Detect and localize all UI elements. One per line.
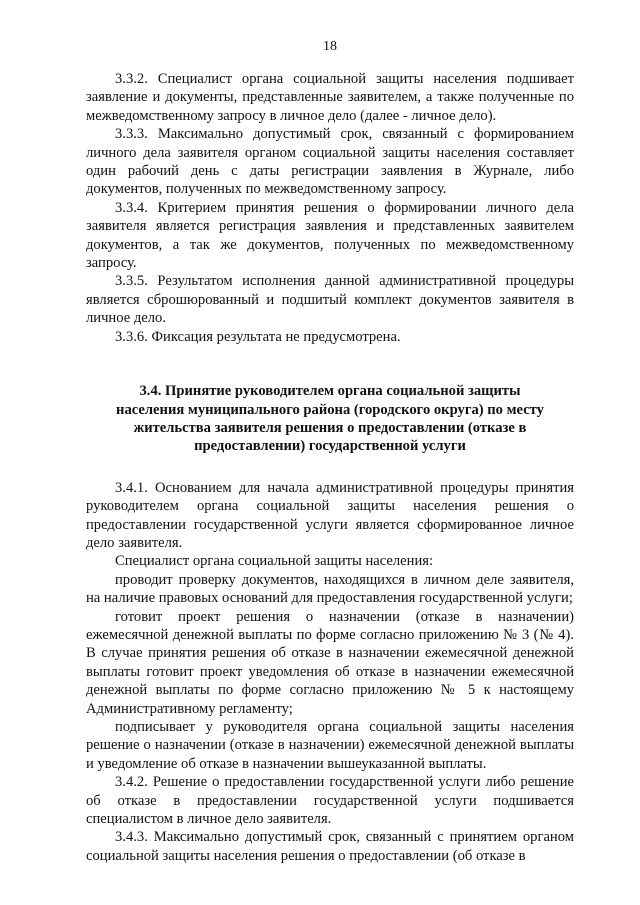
section-spacer	[86, 346, 574, 382]
paragraph-specialist-intro: Специалист органа социальной защиты населения:	[115, 553, 434, 570]
paragraph-3-4-2: 3.4.2. Решение о предоставлении государственной услуги либо решение об отказе в предоставлении государственной услуги подшивается специалистом в личное дело заявителя.	[86, 774, 574, 828]
paragraph-prepare-decision: готовит проект решения о назначении (отказе в назначении) ежемесячной денежной выплаты по форме согласно приложению № 3 (№ 4). В случае принятия решения об отказе в назначении ежемесячной денежной выплаты готовит проект уведомления об отказе в назначении ежемесячной денежной выплаты по форме согласно приложению № 5 к настоящему Административному регламенту;	[86, 608, 574, 717]
paragraph-3-3-5: 3.3.5. Результатом исполнения данной административной процедуры является сброшюрованный и подшитый комплект документов заявителя в личное дело.	[86, 273, 574, 327]
paragraph-3-4-3: 3.4.3. Максимально допустимый срок, связанный с принятием органом социальной защиты населения решения о предоставлении (об отказе в	[86, 829, 574, 864]
paragraph-3-3-2: 3.3.2. Специалист органа социальной защиты населения подшивает заявление и документы, представленные заявителем, а также полученные по межведомственному запросу в личное дело (далее - личное дело).	[86, 71, 574, 124]
paragraph-3-3-6: 3.3.6. Фиксация результата не предусмотрена.	[115, 328, 401, 345]
heading-spacer	[86, 456, 574, 479]
paragraph-3-4-1: 3.4.1. Основанием для начала административной процедуры принятия руководителем органа социальной защиты населения решения о предоставлении государственной услуги является сформированное личное дело заявителя.	[86, 479, 574, 551]
page-number: 18	[323, 39, 337, 54]
paragraph-3-3-3: 3.3.3. Максимально допустимый срок, связанный с формированием личного дела заявителя органом социальной защиты населения составляет один рабочий день с даты регистрации заявления в Журнале, либо документов, полученных по межведомственному запросу.	[86, 126, 574, 198]
section-heading-3-4: 3.4. Принятие руководителем органа социальной защиты населения муниципального района (городского округа) по месту жительства заявителя решения о предоставлении (отказе в предоставлении) государственной услуги	[116, 383, 544, 455]
paragraph-sign-decision: подписывает у руководителя органа социальной защиты населения решение о назначении (отказе в назначении) ежемесячной денежной выплаты и уведомление об отказе в назначении вышеуказанной выплаты.	[86, 719, 574, 772]
paragraph-check-documents: проводит проверку документов, находящихся в личном деле заявителя, на наличие правовых оснований для предоставления государственной услуги;	[86, 571, 574, 607]
paragraph-3-3-4: 3.3.4. Критерием принятия решения о формировании личного дела заявителя является регистрация заявления и представленных заявителем документов, а так же документов, полученных по межведомственному запросу.	[86, 199, 574, 272]
